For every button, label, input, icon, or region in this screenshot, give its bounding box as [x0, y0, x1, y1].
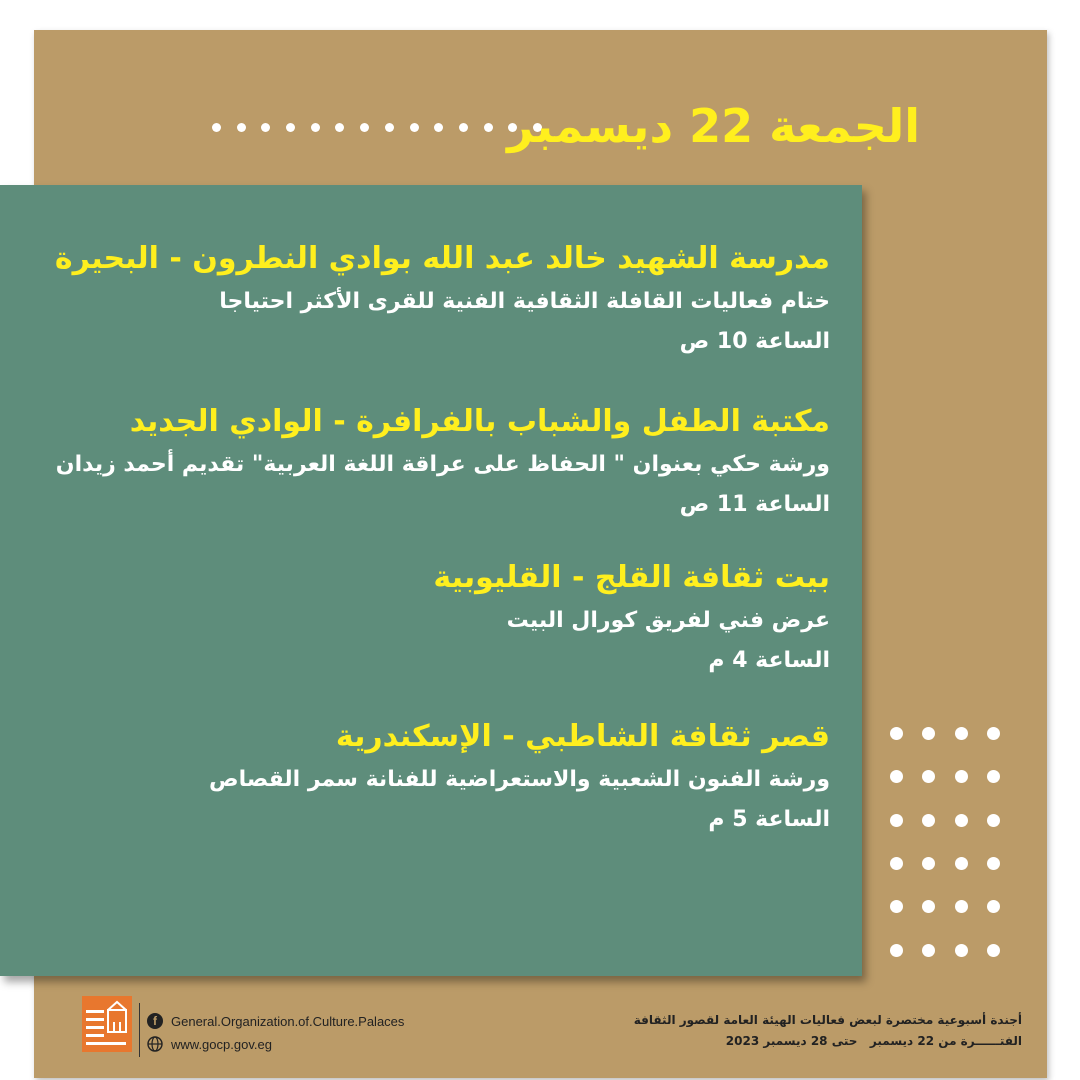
- decorative-dot: [955, 770, 968, 783]
- decorative-dot: [987, 944, 1000, 957]
- website-link[interactable]: [147, 1036, 272, 1052]
- facebook-page-name: General.Organization.of.Culture.Palaces: [171, 1013, 405, 1029]
- event-item: [209, 714, 830, 840]
- decorative-dot: [335, 123, 344, 132]
- decorative-dot: [987, 814, 1000, 827]
- decorative-dot: [987, 857, 1000, 870]
- event-time: الساعة 5 م: [708, 807, 830, 832]
- decorative-dot: [385, 123, 394, 132]
- decorative-dot: [890, 900, 903, 913]
- event-item: [433, 555, 830, 681]
- website-url: www.gocp.gov.eg: [171, 1036, 272, 1052]
- decorative-dot: [434, 123, 443, 132]
- event-description: عرض فني لفريق كورال البيت: [506, 608, 830, 633]
- decorative-dot: [955, 900, 968, 913]
- event-time: الساعة 10 ص: [679, 329, 830, 354]
- decorative-dot: [212, 123, 221, 132]
- decorative-dot: [890, 727, 903, 740]
- decorative-dot: [922, 727, 935, 740]
- decorative-dot: [922, 770, 935, 783]
- decorative-dot: [410, 123, 419, 132]
- decorative-dot: [261, 123, 270, 132]
- decorative-dot: [484, 123, 493, 132]
- decorative-dot: [922, 814, 935, 827]
- decorative-dot-grid: [880, 712, 1010, 972]
- decorative-dot: [987, 900, 1000, 913]
- decorative-dot: [286, 123, 295, 132]
- decorative-dot: [890, 770, 903, 783]
- decorative-dot: [311, 123, 320, 132]
- decorative-dot: [922, 944, 935, 957]
- event-venue: مكتبة الطفل والشباب بالفرافرة - الوادي الجديد: [129, 404, 830, 439]
- event-venue: قصر ثقافة الشاطبي - الإسكندرية: [335, 719, 830, 754]
- event-description: ختام فعاليات القافلة الثقافية الفنية للقرى الأكثر احتياجا: [219, 289, 830, 314]
- decorative-dot: [955, 814, 968, 827]
- period-line: الفتــــــرة من 22 ديسمبر حتى 28 ديسمبر 2023: [725, 1034, 1022, 1048]
- event-venue: بيت ثقافة القلج - القليوبية: [433, 560, 830, 595]
- decorative-dot: [987, 727, 1000, 740]
- decorative-dot: [922, 857, 935, 870]
- event-venue: مدرسة الشهيد خالد عبد الله بوادي النطرون - البحيرة: [54, 241, 830, 276]
- day-title: الجمعة 22 ديسمبر: [507, 99, 920, 153]
- decorative-dot: [987, 770, 1000, 783]
- decorative-dot: [360, 123, 369, 132]
- decorative-dot: [890, 857, 903, 870]
- decorative-dot-row: [212, 120, 542, 134]
- decorative-dot: [922, 900, 935, 913]
- footer-divider: [139, 1003, 140, 1057]
- decorative-dot: [955, 944, 968, 957]
- event-item: [56, 399, 830, 525]
- event-description: ورشة الفنون الشعبية والاستعراضية للفنانة سمر القصاص: [209, 767, 830, 792]
- event-time: الساعة 11 ص: [679, 492, 830, 517]
- decorative-dot: [890, 814, 903, 827]
- decorative-dot: [459, 123, 468, 132]
- organization-logo: [82, 996, 132, 1052]
- event-item: [55, 236, 830, 362]
- event-description: ورشة حكي بعنوان " الحفاظ على عراقة اللغة العربية" تقديم أحمد زيدان: [55, 452, 830, 477]
- decorative-dot: [955, 857, 968, 870]
- agenda-line: أجندة أسبوعية مختصرة لبعض فعاليات الهيئة العامة لقصور الثقافة: [633, 1013, 1022, 1027]
- decorative-dot: [237, 123, 246, 132]
- decorative-dot: [890, 944, 903, 957]
- facebook-link[interactable]: [147, 1013, 404, 1029]
- decorative-dot: [955, 727, 968, 740]
- globe-icon: [147, 1036, 163, 1052]
- facebook-icon: f: [147, 1013, 163, 1029]
- event-time: الساعة 4 م: [708, 648, 830, 673]
- agenda-info: [634, 1010, 1022, 1052]
